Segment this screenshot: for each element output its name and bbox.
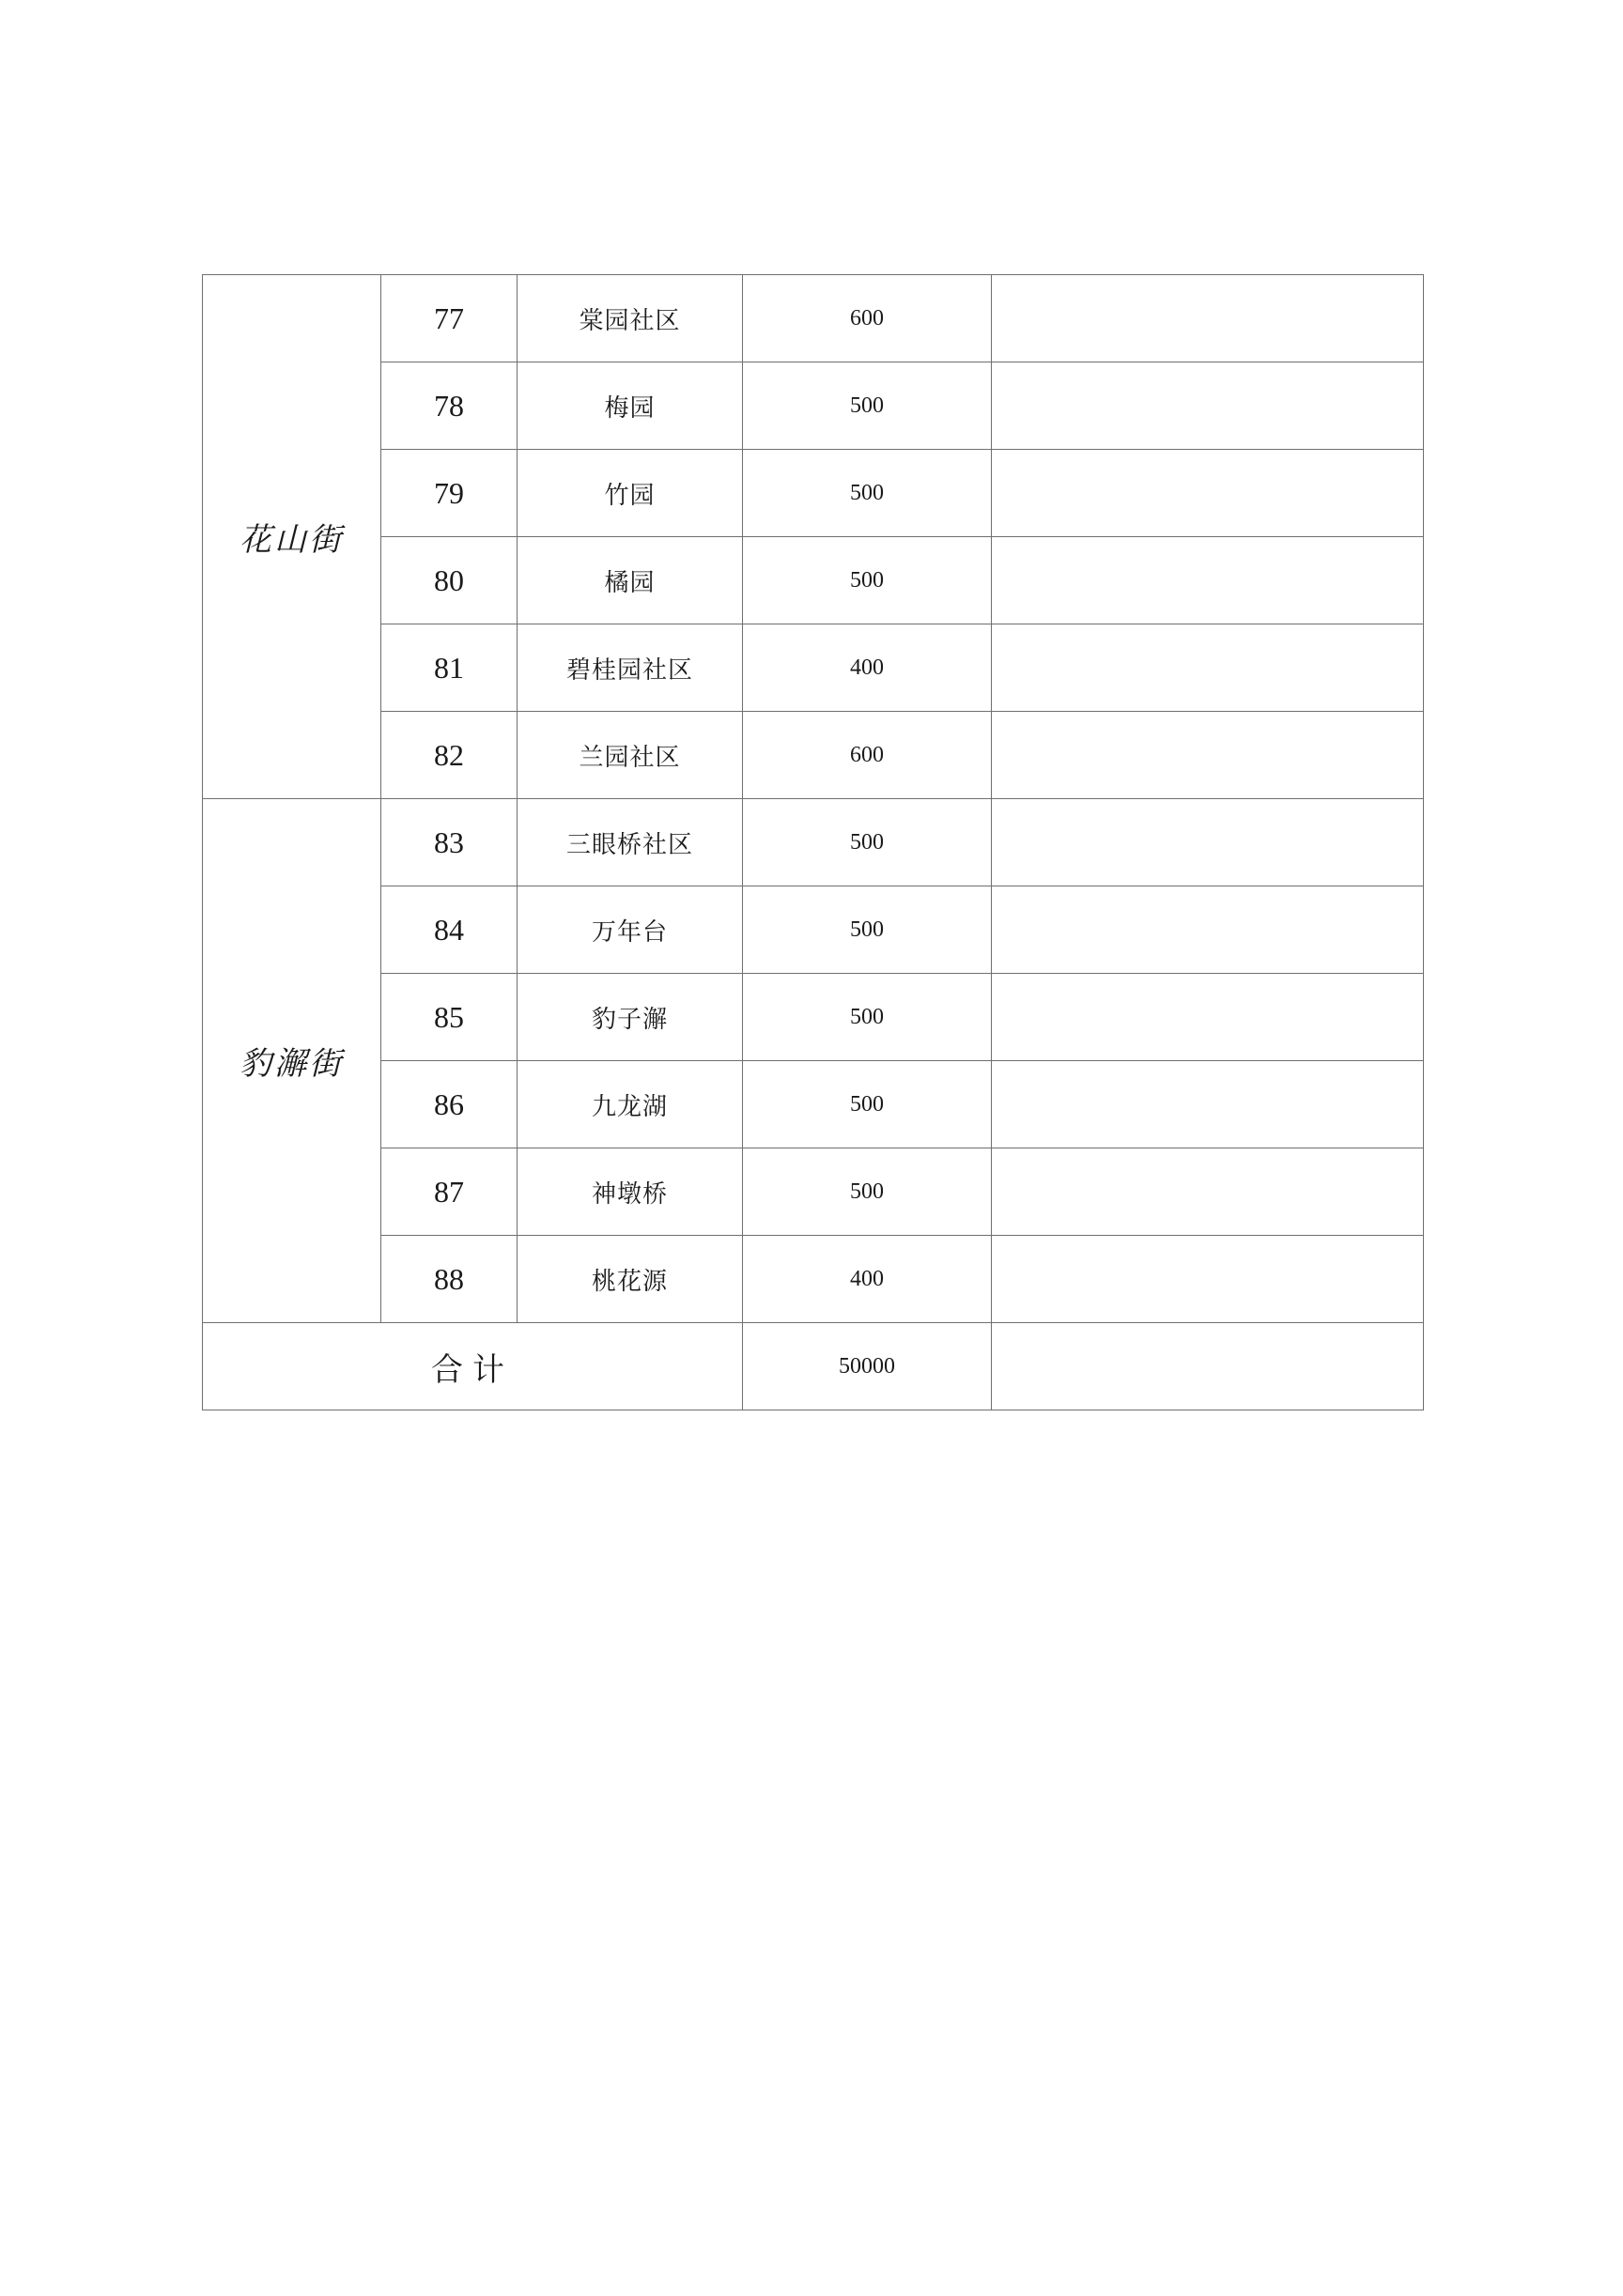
community-name: 棠园社区 (518, 275, 743, 362)
row-index: 86 (381, 1061, 518, 1148)
table-row (203, 624, 1424, 712)
quantity-value: 500 (743, 1148, 992, 1236)
community-name: 三眼桥社区 (518, 799, 743, 886)
row-index: 88 (381, 1236, 518, 1323)
community-name: 豹子澥 (518, 974, 743, 1061)
quantity-value: 500 (743, 537, 992, 624)
quantity-value: 500 (743, 362, 992, 450)
remark-cell (992, 799, 1424, 886)
total-quantity: 50000 (743, 1323, 992, 1410)
table-total-row (203, 1323, 1424, 1410)
table-row (203, 275, 1424, 362)
row-index: 77 (381, 275, 518, 362)
quantity-value: 500 (743, 799, 992, 886)
community-name: 九龙湖 (518, 1061, 743, 1148)
table-row (203, 712, 1424, 799)
community-name: 万年台 (518, 886, 743, 974)
remark-cell (992, 886, 1424, 974)
remark-cell (992, 712, 1424, 799)
row-index: 84 (381, 886, 518, 974)
table-row (203, 362, 1424, 450)
table-row (203, 1148, 1424, 1236)
total-remark-cell (992, 1323, 1424, 1410)
remark-cell (992, 362, 1424, 450)
quantity-value: 400 (743, 1236, 992, 1323)
table-row (203, 450, 1424, 537)
row-index: 85 (381, 974, 518, 1061)
quantity-value: 500 (743, 886, 992, 974)
quantity-value: 500 (743, 1061, 992, 1148)
table-row (203, 886, 1424, 974)
row-index: 87 (381, 1148, 518, 1236)
row-index: 80 (381, 537, 518, 624)
table-row (203, 974, 1424, 1061)
remark-cell (992, 624, 1424, 712)
table-container (202, 274, 1423, 1410)
quantity-value: 600 (743, 275, 992, 362)
table-row (203, 537, 1424, 624)
street-group-label: 花山街 (203, 275, 381, 799)
quantity-value: 500 (743, 974, 992, 1061)
remark-cell (992, 1148, 1424, 1236)
remark-cell (992, 1236, 1424, 1323)
table-row (203, 1061, 1424, 1148)
row-index: 81 (381, 624, 518, 712)
table-row (203, 799, 1424, 886)
community-name: 桃花源 (518, 1236, 743, 1323)
community-name: 橘园 (518, 537, 743, 624)
row-index: 78 (381, 362, 518, 450)
community-name: 兰园社区 (518, 712, 743, 799)
street-group-label: 豹澥街 (203, 799, 381, 1323)
remark-cell (992, 974, 1424, 1061)
total-label: 合计 (203, 1323, 743, 1410)
remark-cell (992, 450, 1424, 537)
quantity-value: 400 (743, 624, 992, 712)
row-index: 79 (381, 450, 518, 537)
community-quota-table (202, 274, 1424, 1410)
community-name: 碧桂园社区 (518, 624, 743, 712)
row-index: 83 (381, 799, 518, 886)
community-name: 梅园 (518, 362, 743, 450)
remark-cell (992, 275, 1424, 362)
community-name: 竹园 (518, 450, 743, 537)
community-name: 神墩桥 (518, 1148, 743, 1236)
table-row (203, 1236, 1424, 1323)
row-index: 82 (381, 712, 518, 799)
quantity-value: 500 (743, 450, 992, 537)
remark-cell (992, 537, 1424, 624)
remark-cell (992, 1061, 1424, 1148)
quantity-value: 600 (743, 712, 992, 799)
